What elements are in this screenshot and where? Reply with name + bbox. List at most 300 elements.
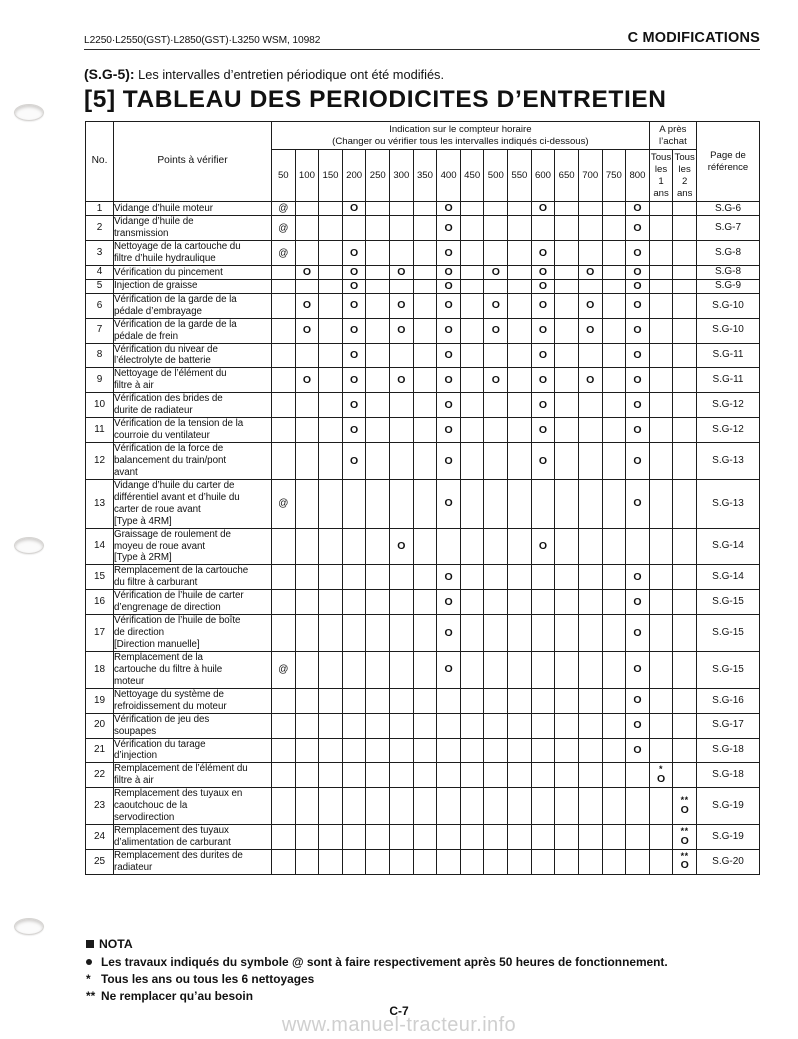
every-1-year-l1: Tous (650, 152, 672, 164)
interval-cell-750 (602, 318, 626, 343)
interval-cell-300 (390, 825, 414, 850)
interval-cell-600 (531, 590, 555, 615)
interval-cell-500 (484, 738, 508, 763)
interval-cell-750 (602, 393, 626, 418)
interval-cell-50 (272, 216, 296, 241)
double-asterisk-icon: ** (86, 989, 96, 1003)
circle-mark: O (586, 373, 595, 386)
interval-cell-800 (626, 393, 650, 418)
interval-cell-350 (413, 763, 437, 788)
inspection-point-line: Injection de graisse (114, 280, 198, 292)
yearly-1-cell (649, 825, 673, 850)
every-1-year-l2: les (654, 164, 668, 176)
interval-cell-550 (508, 393, 532, 418)
row-number: 21 (86, 738, 114, 763)
row-number: 12 (86, 443, 114, 480)
interval-cell-50 (272, 590, 296, 615)
interval-cell-250 (366, 293, 390, 318)
yearly-1-cell (649, 343, 673, 368)
round-bullet-icon (86, 955, 101, 969)
circle-mark: O (397, 373, 406, 386)
circle-mark: O (350, 423, 359, 436)
interval-cell-50 (272, 343, 296, 368)
inspection-point-line: Nettoyage de l’élément du (114, 368, 227, 380)
column-header-interval-100: 100 (295, 150, 319, 202)
inspection-point (114, 565, 272, 590)
interval-cell-650 (555, 343, 579, 368)
reference-page-cell: S.G-15 (697, 590, 760, 615)
interval-cell-700 (578, 343, 602, 368)
interval-cell-300 (390, 479, 414, 528)
interval-cell-250 (366, 825, 390, 850)
yearly-1-cell (649, 528, 673, 565)
yearly-1-cell (649, 368, 673, 393)
interval-cell-450 (460, 443, 484, 480)
interval-cell-100 (295, 318, 319, 343)
interval-cell-550 (508, 713, 532, 738)
table-row (86, 688, 760, 713)
interval-cell-100 (295, 279, 319, 293)
inspection-point-line: l’électrolyte de batterie (114, 355, 211, 367)
circle-mark: O (633, 246, 642, 259)
page-folio: C-7 (389, 1004, 409, 1018)
interval-cell-150 (319, 443, 343, 480)
yearly-1-cell (649, 713, 673, 738)
yearly-2-cell (673, 479, 697, 528)
yearly-2-cell (673, 849, 697, 874)
circle-mark: O (680, 859, 689, 872)
interval-cell-700 (578, 788, 602, 825)
interval-cell-50 (272, 293, 296, 318)
interval-cell-400 (437, 393, 461, 418)
interval-cell-800 (626, 713, 650, 738)
yearly-1-cell (649, 479, 673, 528)
interval-cell-750 (602, 713, 626, 738)
column-header-every-1-year (649, 150, 673, 202)
interval-cell-450 (460, 528, 484, 565)
circle-mark: O (633, 626, 642, 639)
inspection-point-line: [Type à 2RM] (114, 552, 172, 564)
interval-cell-800 (626, 216, 650, 241)
single-asterisk-icon: * (86, 972, 91, 986)
inspection-point-line: Vérification de la garde de la (114, 293, 237, 305)
every-2-years-l3: 2 ans (676, 175, 693, 199)
interval-cell-500 (484, 615, 508, 652)
interval-cell-600 (531, 651, 555, 688)
interval-cell-700 (578, 713, 602, 738)
inspection-point-line: filtre à air (114, 775, 154, 787)
interval-cell-750 (602, 615, 626, 652)
interval-cell-750 (602, 241, 626, 266)
interval-cell-800 (626, 615, 650, 652)
circle-mark: O (350, 349, 359, 362)
inspection-point-line: Vérification de la tension de la (114, 418, 244, 430)
yearly-2-cell (673, 293, 697, 318)
interval-cell-500 (484, 590, 508, 615)
interval-cell-300 (390, 565, 414, 590)
interval-cell-800 (626, 368, 650, 393)
row-number: 5 (86, 279, 114, 293)
interval-cell-450 (460, 590, 484, 615)
yearly-1-cell (649, 418, 673, 443)
interval-cell-100 (295, 443, 319, 480)
circle-mark: O (633, 595, 642, 608)
row-number: 10 (86, 393, 114, 418)
interval-cell-750 (602, 528, 626, 565)
single-asterisk-mark: * (659, 764, 664, 775)
table-row (86, 615, 760, 652)
inspection-point (114, 343, 272, 368)
inspection-point (114, 688, 272, 713)
row-number: 19 (86, 688, 114, 713)
interval-cell-800 (626, 343, 650, 368)
inspection-point-line: de direction (114, 627, 165, 639)
interval-cell-250 (366, 615, 390, 652)
reference-page-cell: S.G-10 (697, 293, 760, 318)
interval-cell-550 (508, 279, 532, 293)
interval-cell-100 (295, 788, 319, 825)
inspection-point-line: servodirection (114, 812, 175, 824)
interval-cell-400 (437, 418, 461, 443)
circle-mark: O (444, 570, 453, 583)
circle-mark: O (444, 626, 453, 639)
interval-cell-750 (602, 825, 626, 850)
inspection-point-line: cartouche du filtre à huile (114, 663, 223, 675)
interval-cell-700 (578, 241, 602, 266)
row-number: 4 (86, 266, 114, 280)
interval-cell-650 (555, 393, 579, 418)
interval-cell-700 (578, 216, 602, 241)
interval-cell-350 (413, 216, 437, 241)
interval-cell-200 (342, 202, 366, 216)
interval-cell-200 (342, 343, 366, 368)
interval-cell-150 (319, 615, 343, 652)
square-bullet-icon (86, 940, 94, 948)
interval-cell-500 (484, 479, 508, 528)
interval-cell-750 (602, 590, 626, 615)
inspection-point-line: moteur (114, 675, 145, 687)
interval-cell-400 (437, 590, 461, 615)
interval-cell-450 (460, 368, 484, 393)
interval-cell-750 (602, 688, 626, 713)
inspection-point (114, 479, 272, 528)
interval-cell-100 (295, 393, 319, 418)
inspection-point-line: [Direction manuelle] (114, 639, 200, 650)
interval-cell-100 (295, 849, 319, 874)
circle-mark: O (444, 497, 453, 510)
inspection-point-line: Vérification de jeu des (114, 713, 210, 725)
yearly-2-cell (673, 368, 697, 393)
interval-cell-800 (626, 763, 650, 788)
interval-cell-150 (319, 788, 343, 825)
interval-cell-200 (342, 443, 366, 480)
inspection-point-line: Vérification de l’huile de boîte (114, 615, 241, 627)
row-number: 24 (86, 825, 114, 850)
reference-page-cell: S.G-11 (697, 368, 760, 393)
inspection-point (114, 590, 272, 615)
reference-page-cell: S.G-15 (697, 651, 760, 688)
inspection-point (114, 825, 272, 850)
inspection-point-line: d’alimentation de carburant (114, 837, 231, 848)
circle-mark: O (302, 266, 311, 279)
interval-cell-700 (578, 825, 602, 850)
circle-mark: O (633, 663, 642, 676)
interval-cell-500 (484, 788, 508, 825)
interval-cell-650 (555, 293, 579, 318)
interval-cell-250 (366, 393, 390, 418)
inspection-point (114, 788, 272, 825)
circle-mark: O (444, 595, 453, 608)
circle-mark: O (444, 423, 453, 436)
interval-cell-350 (413, 651, 437, 688)
inspection-point (114, 318, 272, 343)
interval-cell-300 (390, 216, 414, 241)
interval-cell-550 (508, 479, 532, 528)
interval-cell-400 (437, 688, 461, 713)
interval-cell-250 (366, 590, 390, 615)
interval-cell-600 (531, 849, 555, 874)
interval-cell-600 (531, 565, 555, 590)
interval-cell-100 (295, 528, 319, 565)
circle-mark: O (656, 772, 666, 785)
inspection-point (114, 202, 272, 216)
column-header-interval-650: 650 (555, 150, 579, 202)
double-asterisk-mark: ** (680, 795, 689, 806)
inspection-point-line: Remplacement des tuyaux en (114, 788, 243, 800)
row-number: 7 (86, 318, 114, 343)
column-header-interval-350: 350 (413, 150, 437, 202)
interval-cell-700 (578, 368, 602, 393)
row-number: 6 (86, 293, 114, 318)
interval-cell-600 (531, 713, 555, 738)
interval-cell-400 (437, 318, 461, 343)
interval-cell-300 (390, 368, 414, 393)
interval-cell-800 (626, 738, 650, 763)
row-number: 13 (86, 479, 114, 528)
inspection-point-line: soupapes (114, 725, 157, 737)
interval-cell-250 (366, 713, 390, 738)
table-row (86, 318, 760, 343)
interval-cell-650 (555, 418, 579, 443)
inspection-point (114, 615, 272, 652)
interval-cell-150 (319, 565, 343, 590)
row-number: 8 (86, 343, 114, 368)
interval-cell-250 (366, 318, 390, 343)
column-header-interval-700: 700 (578, 150, 602, 202)
yearly-2-cell (673, 528, 697, 565)
circle-mark: O (397, 266, 406, 279)
interval-cell-750 (602, 418, 626, 443)
reference-page-cell: S.G-14 (697, 565, 760, 590)
interval-cell-400 (437, 266, 461, 280)
interval-cell-300 (390, 443, 414, 480)
circle-mark: O (633, 454, 642, 467)
circle-mark: O (633, 349, 642, 362)
interval-cell-800 (626, 849, 650, 874)
yearly-2-cell (673, 590, 697, 615)
interval-cell-450 (460, 788, 484, 825)
circle-mark: O (538, 454, 548, 467)
inspection-point-line: filtre d’huile hydraulique (114, 253, 216, 265)
circle-mark: O (680, 803, 689, 816)
interval-cell-400 (437, 651, 461, 688)
yearly-2-cell (673, 318, 697, 343)
interval-cell-300 (390, 528, 414, 565)
inspection-point-line: Vidange d’huile du carter de (114, 479, 235, 491)
interval-cell-650 (555, 825, 579, 850)
column-header-interval-150: 150 (319, 150, 343, 202)
interval-cell-400 (437, 479, 461, 528)
interval-cell-600 (531, 738, 555, 763)
interval-cell-500 (484, 279, 508, 293)
interval-cell-150 (319, 202, 343, 216)
interval-cell-450 (460, 279, 484, 293)
interval-cell-650 (555, 368, 579, 393)
inspection-point-line: Vérification des brides de (114, 393, 223, 405)
circle-mark: O (538, 349, 548, 362)
reference-page-cell: S.G-13 (697, 479, 760, 528)
interval-cell-750 (602, 479, 626, 528)
interval-cell-550 (508, 418, 532, 443)
reference-page-line-2: référence (707, 161, 749, 173)
interval-cell-600 (531, 293, 555, 318)
interval-cell-50 (272, 279, 296, 293)
notes-block (86, 937, 668, 1003)
interval-cell-350 (413, 565, 437, 590)
table-row (86, 590, 760, 615)
interval-cell-800 (626, 293, 650, 318)
inspection-point-line: Vérification de la force de (114, 443, 224, 454)
circle-mark: O (350, 246, 359, 259)
at-mark: @ (278, 498, 289, 510)
interval-cell-800 (626, 479, 650, 528)
circle-mark: O (397, 299, 406, 312)
interval-cell-500 (484, 266, 508, 280)
interval-cell-450 (460, 479, 484, 528)
yearly-1-cell (649, 590, 673, 615)
interval-cell-650 (555, 763, 579, 788)
interval-cell-700 (578, 615, 602, 652)
at-mark: @ (278, 664, 289, 676)
interval-cell-800 (626, 279, 650, 293)
note-line-3 (86, 989, 668, 1003)
interval-cell-200 (342, 565, 366, 590)
reference-page-cell: S.G-18 (697, 738, 760, 763)
interval-cell-800 (626, 418, 650, 443)
interval-cell-50 (272, 318, 296, 343)
row-number: 18 (86, 651, 114, 688)
interval-cell-750 (602, 279, 626, 293)
circle-mark: O (633, 398, 642, 411)
yearly-2-cell (673, 565, 697, 590)
interval-cell-250 (366, 651, 390, 688)
interval-cell-650 (555, 202, 579, 216)
inspection-point-line: pédale d’embrayage (114, 305, 202, 317)
interval-cell-700 (578, 266, 602, 280)
interval-cell-800 (626, 688, 650, 713)
reference-page-cell: S.G-14 (697, 528, 760, 565)
interval-cell-800 (626, 241, 650, 266)
table-row (86, 528, 760, 565)
interval-cell-500 (484, 849, 508, 874)
circle-mark: O (444, 221, 453, 234)
reference-page-line-1: Page de (710, 149, 746, 161)
column-header-interval-50: 50 (272, 150, 296, 202)
interval-cell-650 (555, 651, 579, 688)
interval-cell-100 (295, 343, 319, 368)
yearly-2-cell (673, 241, 697, 266)
interval-cell-550 (508, 763, 532, 788)
column-header-every-2-years (673, 150, 697, 202)
yearly-1-cell (649, 738, 673, 763)
table-row (86, 266, 760, 280)
interval-cell-700 (578, 393, 602, 418)
yearly-1-cell (649, 763, 673, 788)
circle-mark: O (397, 540, 406, 553)
inspection-point-line: durite de radiateur (114, 405, 193, 417)
interval-cell-50 (272, 393, 296, 418)
interval-cell-450 (460, 393, 484, 418)
interval-cell-600 (531, 788, 555, 825)
circle-mark: O (350, 279, 359, 292)
column-header-interval-300: 300 (390, 150, 414, 202)
yearly-1-cell (649, 788, 673, 825)
table-head-row-1 (86, 122, 760, 150)
interval-cell-100 (295, 590, 319, 615)
interval-cell-150 (319, 216, 343, 241)
interval-cell-800 (626, 202, 650, 216)
circle-mark: O (491, 266, 500, 279)
interval-cell-600 (531, 615, 555, 652)
interval-cell-200 (342, 615, 366, 652)
interval-cell-700 (578, 688, 602, 713)
every-2-years-l2: les (678, 164, 691, 176)
interval-cell-500 (484, 418, 508, 443)
table-row (86, 279, 760, 293)
hourmeter-line-2: (Changer ou vérifier tous les intervalles indiqués ci-dessous) (332, 135, 589, 147)
yearly-1-cell (649, 651, 673, 688)
table-row (86, 202, 760, 216)
circle-mark: O (586, 266, 595, 279)
circle-mark: O (350, 266, 359, 279)
note-line-1 (86, 955, 668, 969)
column-header-reference-page (697, 122, 760, 202)
column-header-interval-550: 550 (508, 150, 532, 202)
interval-cell-150 (319, 528, 343, 565)
interval-cell-350 (413, 590, 437, 615)
note-line-1-text: Les travaux indiqués du symbole @ sont à faire respectivement après 50 heures de fonctionnement. (101, 955, 668, 969)
interval-cell-800 (626, 318, 650, 343)
interval-cell-50 (272, 849, 296, 874)
interval-cell-150 (319, 738, 343, 763)
interval-cell-300 (390, 738, 414, 763)
table-head (86, 122, 760, 202)
inspection-point (114, 713, 272, 738)
inspection-point (114, 651, 272, 688)
interval-cell-50 (272, 202, 296, 216)
inspection-point-line: moyeu de roue avant (114, 540, 206, 552)
interval-cell-600 (531, 688, 555, 713)
inspection-point-line: Vérification du nivear de (114, 343, 218, 355)
column-header-interval-800: 800 (626, 150, 650, 202)
inspection-point-line: balancement du train/pont (114, 454, 227, 466)
interval-cell-550 (508, 849, 532, 874)
circle-mark: O (633, 423, 642, 436)
yearly-1-cell (649, 443, 673, 480)
interval-cell-650 (555, 216, 579, 241)
table-row (86, 565, 760, 590)
interval-cell-300 (390, 651, 414, 688)
